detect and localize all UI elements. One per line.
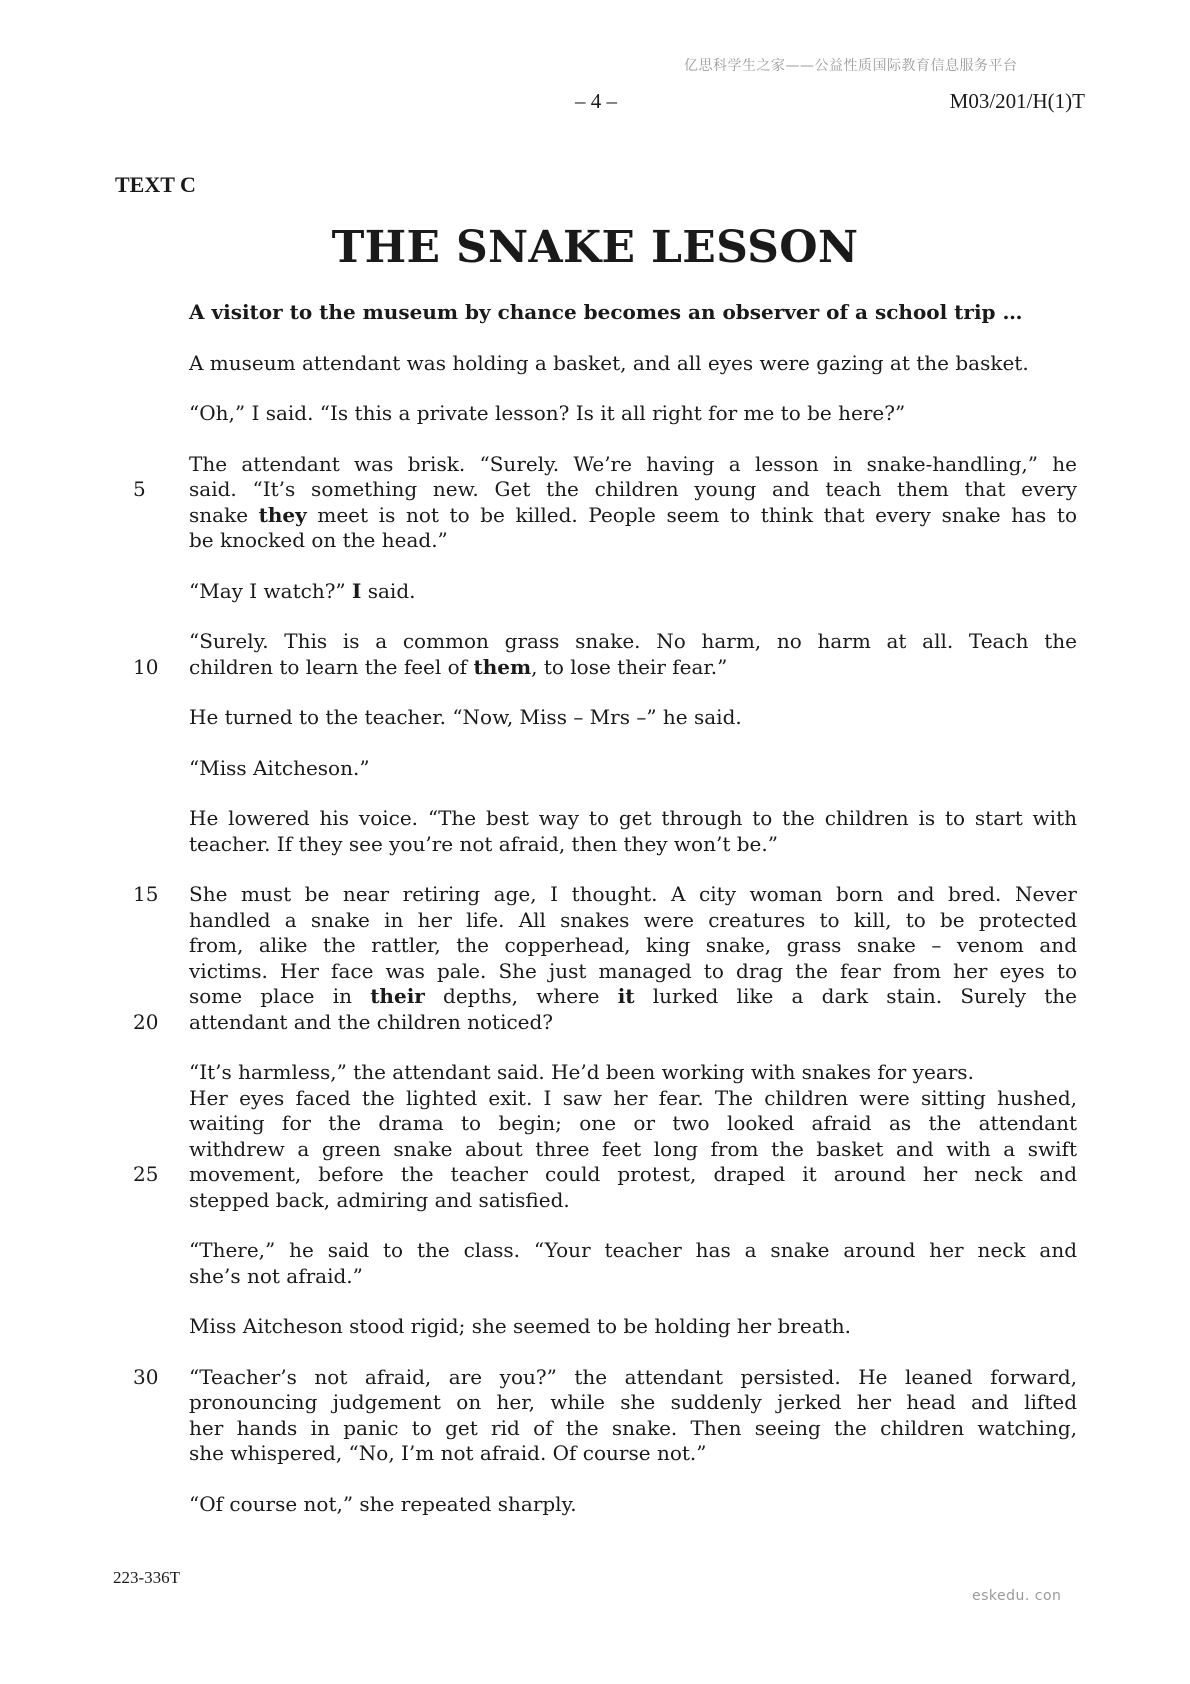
paragraph-text: Miss Aitcheson stood rigid; she seemed to be holding her breath. [189,1314,851,1338]
paragraph-text: “Oh,” I said. “Is this a private lesson? Is it all right for me to be here?” [189,401,906,425]
paragraph-3 [133,451,1077,554]
text-line: The attendant was brisk. “Surely. We’re having a lesson in snake-handling,” he [189,451,1077,476]
paragraph-11 [189,1238,1077,1289]
paper-code: M03/201/H(1)T [949,89,1085,113]
paragraph-10 [133,1060,1077,1213]
text-line: handled a snake in her life. All snakes were creatures to kill, to be protected [189,907,1077,932]
text-segment: “May I watch?” [189,578,353,603]
text-line: waiting for the drama to begin; one or two looked afraid as the attendant [189,1111,1077,1135]
text-line: be knocked on the head.” [189,528,448,552]
paragraph-text: A museum attendant was holding a basket, and all eyes were gazing at the basket. [189,350,1029,375]
text-line: she whispered, “No, I’m not afraid. Of course not.” [189,1441,707,1465]
line-text: movement, before the teacher could protest, draped it around her neck and [189,1162,1077,1186]
paragraph-12 [189,1314,1077,1340]
text-segment: said. [361,578,416,603]
line-number: 15 [133,882,159,906]
line-number: 25 [133,1162,159,1186]
emphasized-word: them [473,654,532,679]
line-number: 20 [133,1009,159,1034]
text-line [133,882,1077,908]
paragraph-5 [133,629,1077,680]
emphasized-word: it [617,984,635,1008]
text-segment: children to learn the feel of [189,654,474,679]
text-line [189,503,1077,529]
page-title: THE SNAKE LESSON [331,222,859,273]
paragraph-14 [189,1492,1077,1518]
text-segment: lurked like a dark stain. Surely the [634,984,1077,1008]
line-text: attendant and the children noticed? [189,1009,554,1034]
line-number: 30 [133,1364,159,1389]
paragraph-9 [133,882,1077,1035]
paragraph-text: “Miss Aitcheson.” [189,755,370,780]
text-line [133,1162,1077,1188]
text-body [133,300,1077,1542]
text-line: withdrew a green snake about three feet long from the basket and with a swift [189,1136,1077,1161]
section-label: TEXT C [115,172,196,197]
text-line: “It’s harmless,” the attendant said. He’d been working with snakes for years. [189,1060,974,1084]
line-text: She must be near retiring age, I thought. A city woman born and bred. Never [189,882,1077,906]
text-line: her hands in panic to get rid of the snake. Then seeing the children watching, [189,1415,1077,1440]
text-line [133,1009,1077,1036]
text-line [133,477,1077,503]
text-line: He lowered his voice. “The best way to get through to the children is to start with [189,806,1077,830]
emphasized-word: they [258,502,307,527]
text-line: she’s not afraid.” [189,1263,363,1288]
paragraph-6 [189,705,1077,731]
text-segment: meet is not to be killed. People seem to think that every snake has to [306,502,1077,527]
emphasized-word: I [352,578,362,603]
watermark-bottom: eskedu. con [972,1588,1062,1604]
text-line [133,1364,1077,1391]
text-line: victims. Her face was pale. She just managed to drag the fear from her eyes to [189,958,1077,983]
paragraph-text: “Of course not,” she repeated sharply. [189,1491,577,1516]
paragraph-4 [189,579,1077,605]
line-text: said. “It’s something new. Get the children young and teach them that every [189,477,1077,501]
emphasized-word: their [370,984,425,1008]
paragraph-2 [189,401,1077,427]
text-line: pronouncing judgement on her, while she suddenly jerked her head and lifted [189,1390,1077,1414]
watermark-top: 亿思科学生之家——公益性质国际教育信息服务平台 [684,58,1018,74]
text-segment: snake [189,502,259,527]
subtitle: A visitor to the museum by chance becomes an observer of a school trip … [189,300,1023,324]
line-number: 10 [133,654,159,679]
text-line: stepped back, admiring and satisfied. [189,1187,570,1212]
paragraph-1 [189,351,1077,377]
text-line [189,984,1077,1010]
text-line: from, alike the rattler, the copperhead, king snake, grass snake – venom and [189,933,1077,957]
paragraph-8 [189,806,1077,857]
line-text: “Teacher’s not afraid, are you?” the attendant persisted. He leaned forward, [189,1364,1077,1389]
text-segment: , to lose their fear.” [531,654,728,679]
paragraph-7 [189,756,1077,782]
text-segment: depths, where [424,984,618,1008]
line-number: 5 [133,477,146,501]
text-line: teacher. If they see you’re not afraid, then they won’t be.” [189,831,778,856]
text-segment: some place in [189,984,371,1008]
paragraph-text: He turned to the teacher. “Now, Miss – Mrs –” he said. [189,705,742,729]
page-number: – 4 – [575,89,617,113]
text-line [133,654,1077,681]
footer-code: 223-336T [113,1568,181,1587]
text-line: Her eyes faced the lighted exit. I saw her fear. The children were sitting hushed, [189,1085,1077,1110]
text-line: “Surely. This is a common grass snake. No harm, no harm at all. Teach the [189,629,1077,653]
text-line: “There,” he said to the class. “Your teacher has a snake around her neck and [189,1238,1077,1262]
paragraph-13 [133,1364,1077,1467]
